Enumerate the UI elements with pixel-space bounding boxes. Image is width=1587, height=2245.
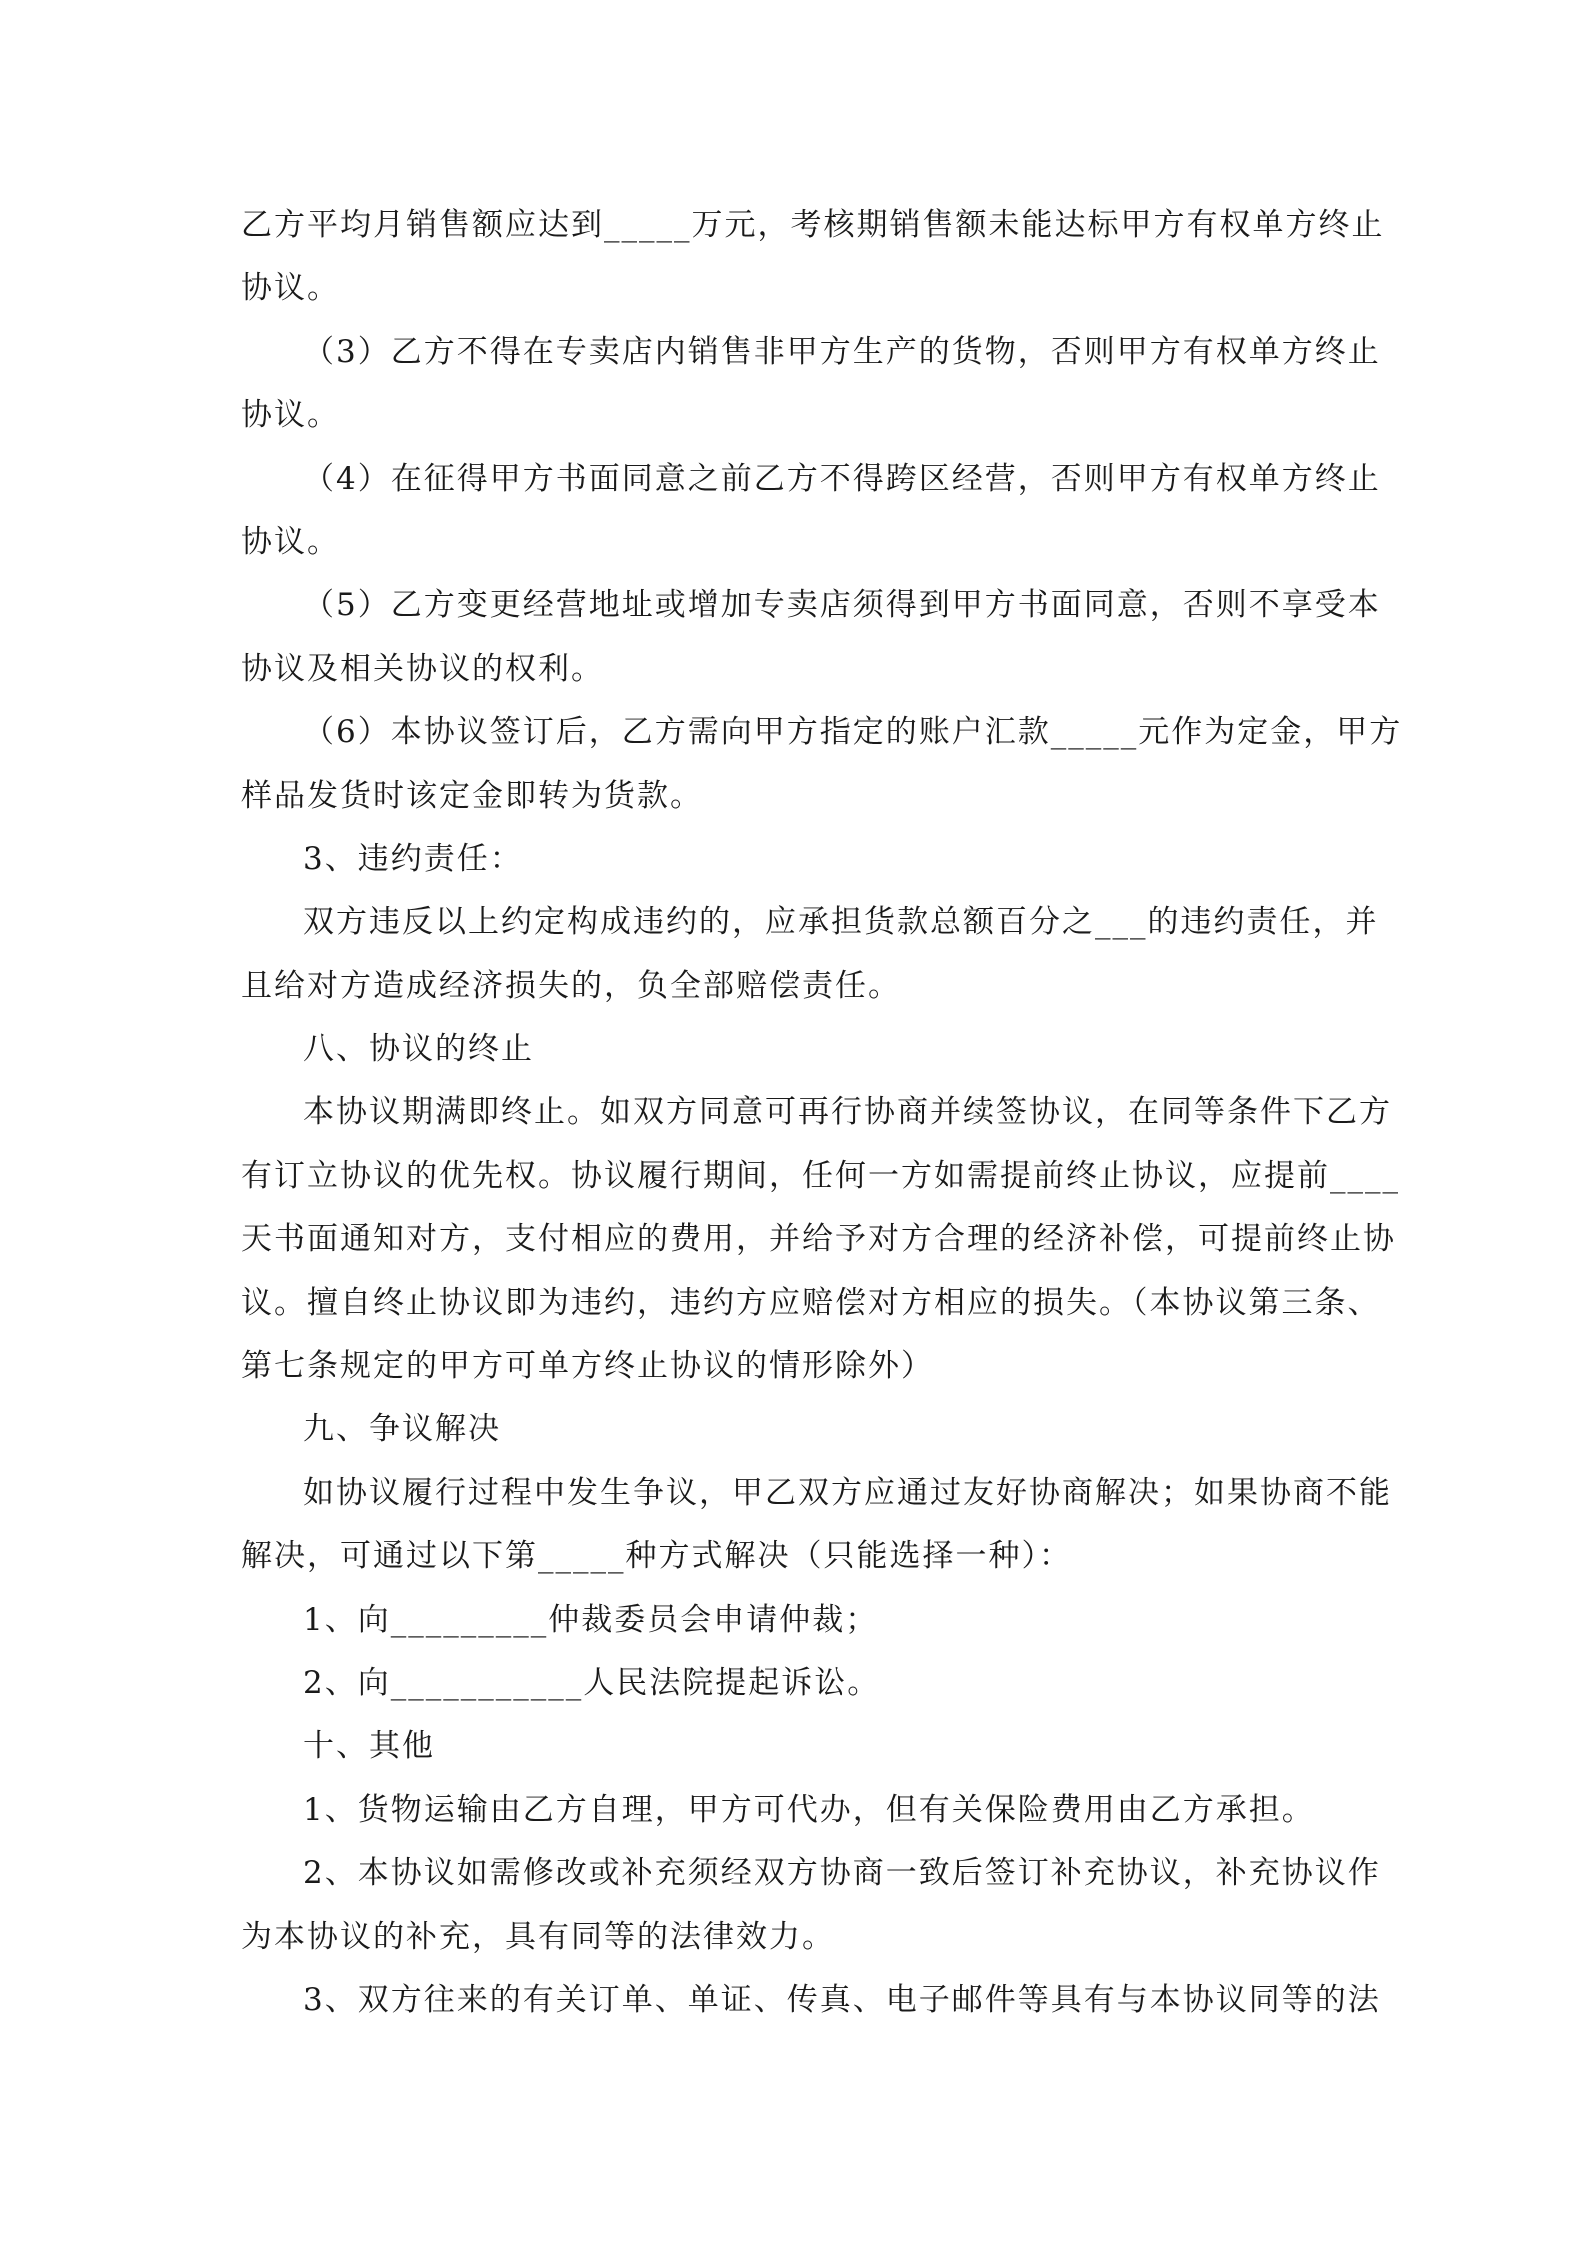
text-line: 八、协议的终止 bbox=[303, 1031, 534, 1068]
text-line: 如协议履行过程中发生争议，甲乙双方应通过友好协商解决；如果协商不能 bbox=[303, 1474, 1392, 1511]
text-line: 样品发货时该定金即转为货款。 bbox=[241, 777, 703, 814]
text-line: 解决，可通过以下第_____种方式解决（只能选择一种）： bbox=[241, 1538, 1072, 1575]
text-line: （5）乙方变更经营地址或增加专卖店须得到甲方书面同意，否则不享受本 bbox=[303, 587, 1381, 624]
text-line: 协议及相关协议的权利。 bbox=[241, 650, 604, 687]
text-line: 第七条规定的甲方可单方终止协议的情形除外） bbox=[241, 1348, 934, 1385]
text-line: 1、向_________仲裁委员会申请仲裁； bbox=[303, 1601, 879, 1638]
text-line: （6）本协议签订后，乙方需向甲方指定的账户汇款_____元作为定金，甲方 bbox=[303, 714, 1403, 751]
text-line: 协议。 bbox=[241, 397, 340, 434]
text-line: 3、违约责任： bbox=[303, 840, 523, 877]
text-line: 3、双方往来的有关订单、单证、传真、电子邮件等具有与本协议同等的法 bbox=[303, 1981, 1381, 2018]
text-line: 且给对方造成经济损失的，负全部赔偿责任。 bbox=[241, 967, 901, 1004]
text-line: （4）在征得甲方书面同意之前乙方不得跨区经营，否则甲方有权单方终止 bbox=[303, 460, 1381, 497]
text-line: 协议。 bbox=[241, 523, 340, 560]
document-body bbox=[241, 194, 1403, 2032]
text-line: 1、货物运输由乙方自理，甲方可代办，但有关保险费用由乙方承担。 bbox=[303, 1791, 1315, 1828]
text-line: 乙方平均月销售额应达到_____万元，考核期销售额未能达标甲方有权单方终止 bbox=[241, 207, 1385, 243]
text-line: 十、其他 bbox=[303, 1728, 435, 1765]
text-line: 为本协议的补充，具有同等的法律效力。 bbox=[241, 1918, 835, 1955]
text-line: 本协议期满即终止。如双方同意可再行协商并续签协议，在同等条件下乙方 bbox=[303, 1094, 1392, 1131]
text-line: 2、本协议如需修改或补充须经双方协商一致后签订补充协议，补充协议作 bbox=[303, 1855, 1381, 1892]
text-line: 协议。 bbox=[241, 270, 340, 307]
text-line: 2、向___________人民法院提起诉讼。 bbox=[303, 1664, 881, 1701]
text-line: 双方违反以上约定构成违约的，应承担货款总额百分之___的违约责任，并 bbox=[303, 904, 1379, 941]
text-line: 天书面通知对方，支付相应的费用，并给予对方合理的经济补偿，可提前终止协 bbox=[241, 1221, 1396, 1258]
text-line: （3）乙方不得在专卖店内销售非甲方生产的货物，否则甲方有权单方终止 bbox=[303, 333, 1381, 370]
text-line: 九、争议解决 bbox=[303, 1411, 501, 1448]
text-line: 议。擅自终止协议即为违约，违约方应赔偿对方相应的损失。（本协议第三条、 bbox=[241, 1284, 1381, 1321]
text-line: 有订立协议的优先权。协议履行期间，任何一方如需提前终止协议，应提前____ bbox=[241, 1157, 1400, 1194]
